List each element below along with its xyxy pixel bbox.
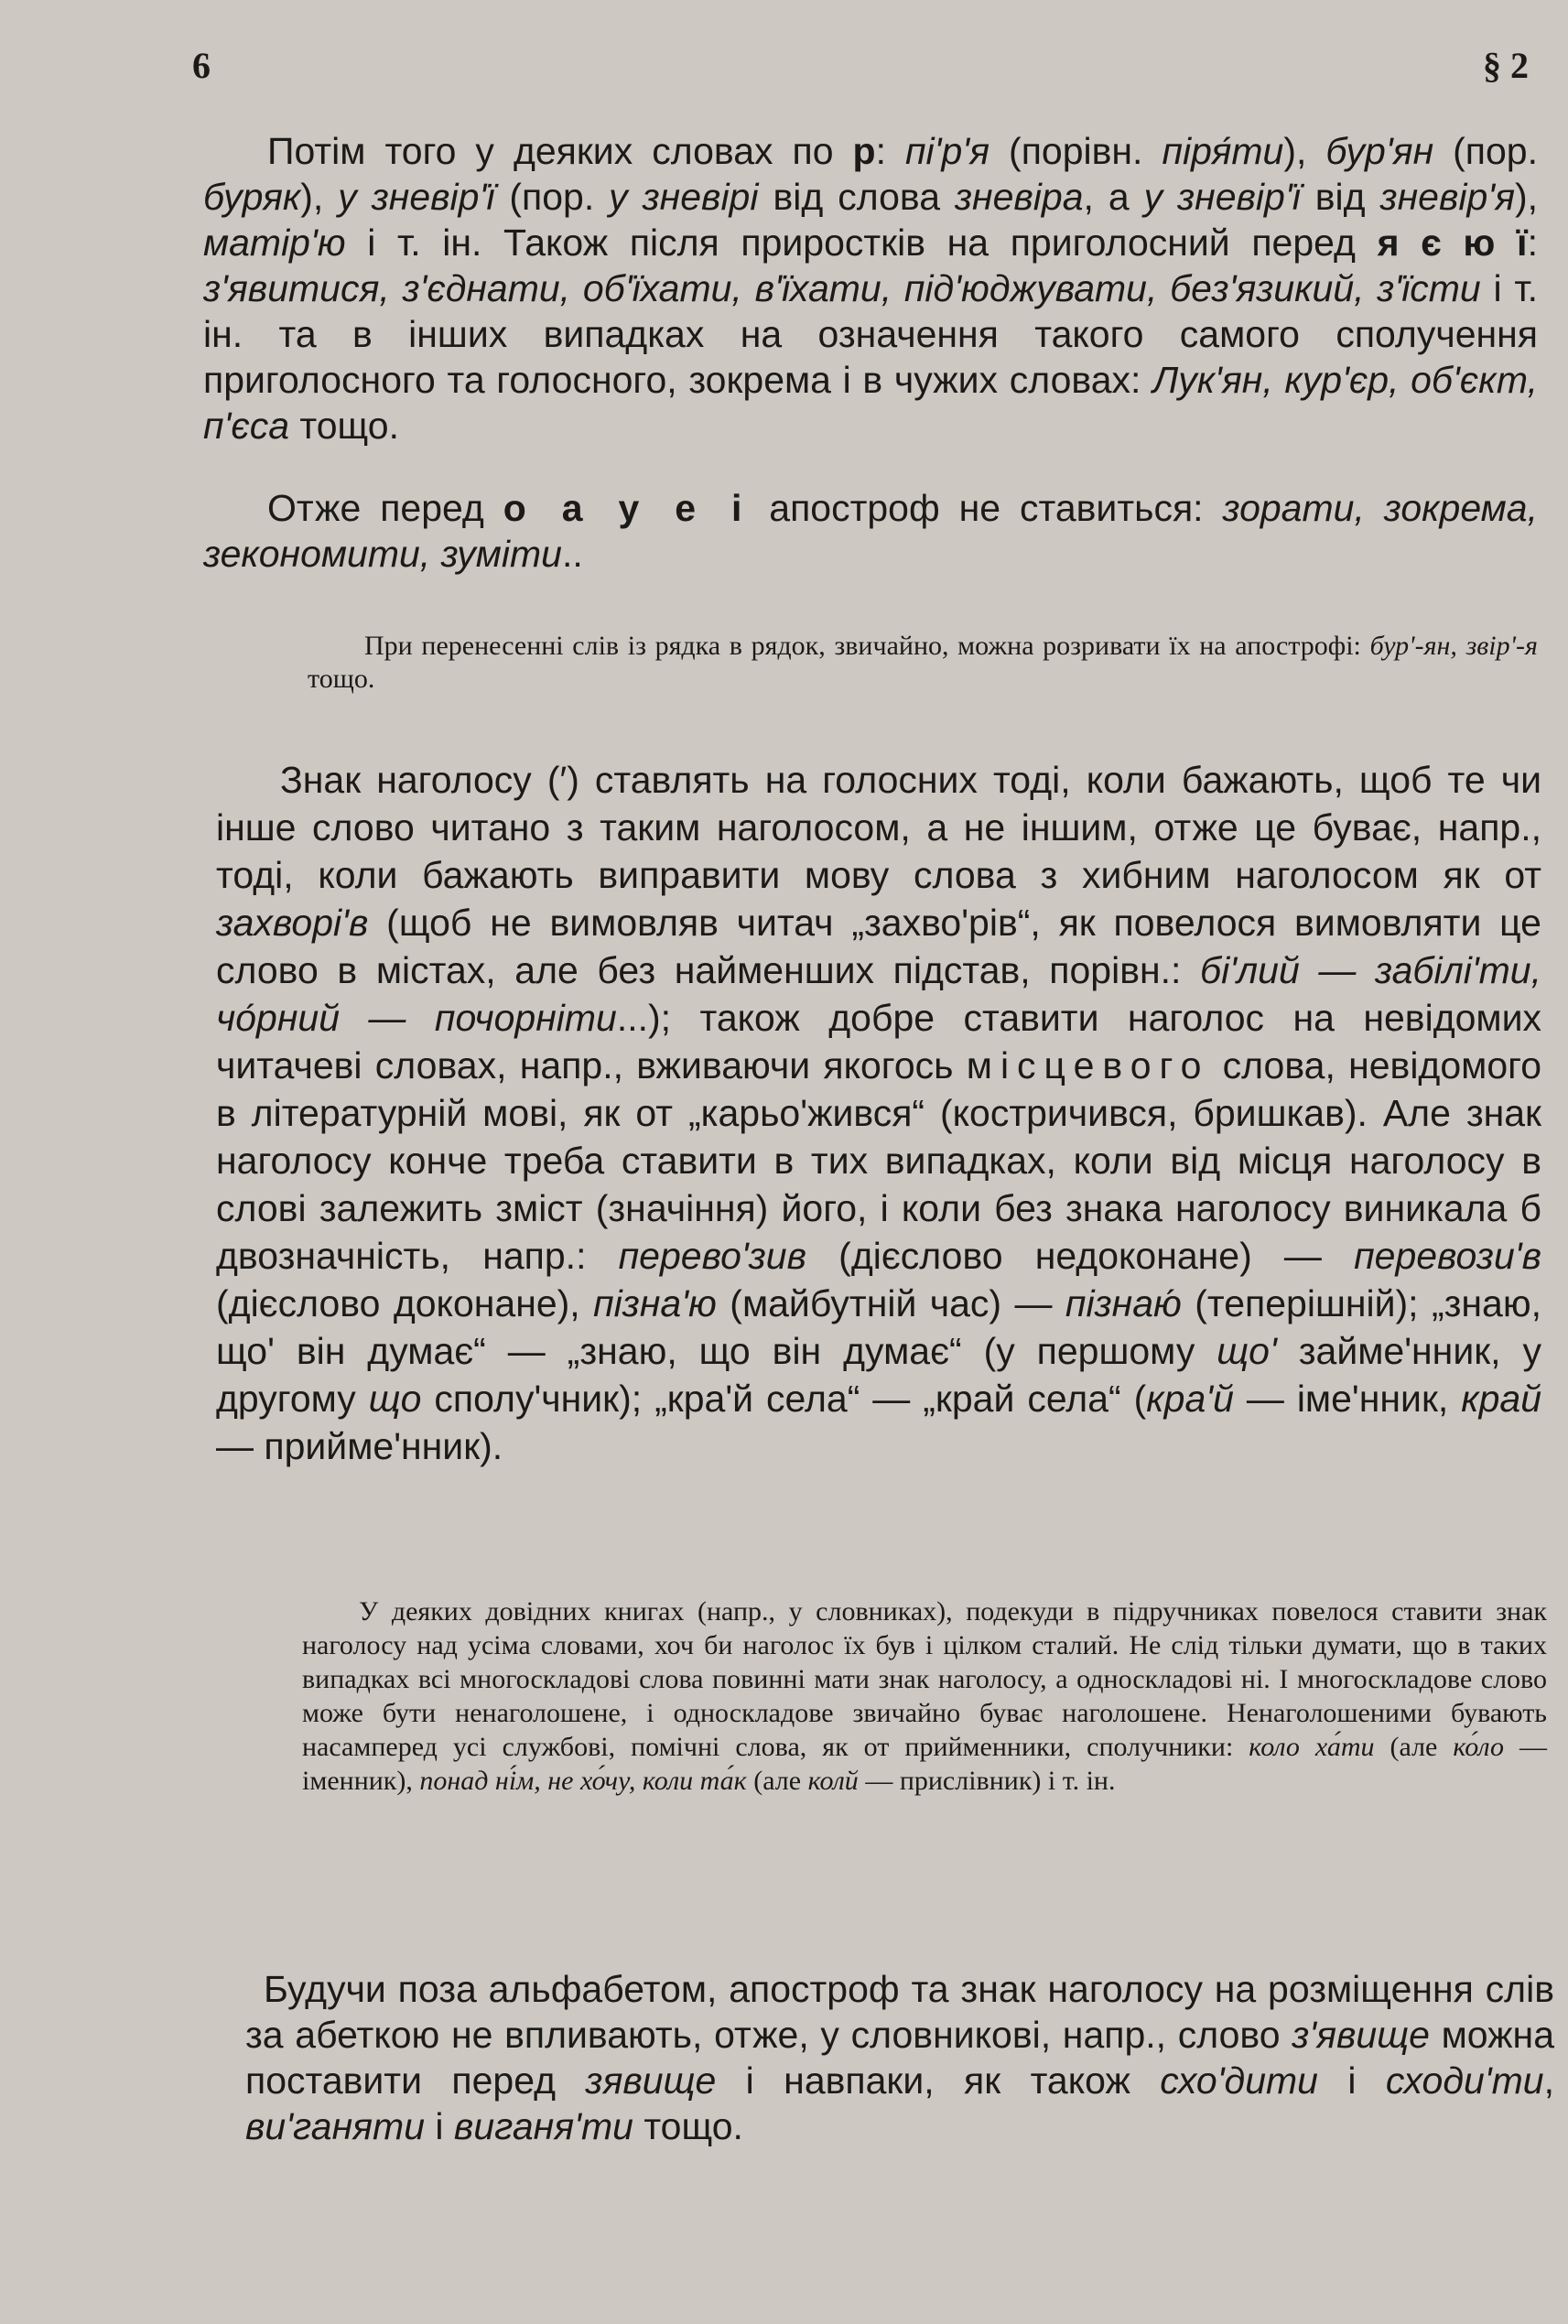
example-word: пізнаю́	[1065, 1282, 1182, 1324]
text-run: ...); також добре ставити наголос на невідомих читачеві словах, напр., вживаючи якогось	[216, 997, 1542, 1086]
example-word: з'явище	[1292, 2014, 1430, 2056]
text-run: При перенесенні слів із рядка в рядок, звичайно, можна розривати їх на апострофі:	[364, 631, 1370, 661]
text-run: Знак наголосу (′) ставлять на голосних тоді, коли бажають, щоб те чи інше слово читано з таким наголосом, а не іншим, отже це буває, напр., тоді, коли бажають виправити мову слова з хибним наголосом як от	[216, 759, 1541, 896]
vowel-letters: я є ю ї	[1377, 222, 1528, 264]
example-word: сходи'ти	[1385, 2059, 1544, 2102]
example-word: колй	[807, 1766, 859, 1796]
text-run: ),	[1283, 130, 1326, 172]
example-word: перевози'в	[1354, 1235, 1541, 1277]
example-word: що'	[1217, 1330, 1277, 1372]
example-words: бур'-ян, звір'-я	[1369, 631, 1538, 661]
example-word: у зневірі	[609, 176, 759, 218]
text-run: займе'нник, у другому	[216, 1330, 1541, 1420]
text-run: ),	[1514, 176, 1539, 218]
example-word: зневіра	[954, 176, 1084, 218]
text-run: ..	[561, 533, 583, 575]
example-word: що	[368, 1378, 422, 1420]
example-word: зявище	[585, 2059, 717, 2102]
text-run: тощо.	[633, 2105, 743, 2147]
example-word: у зневір'ї	[338, 176, 495, 218]
text-run: від слова	[758, 176, 955, 218]
example-word: у зневір'ї	[1143, 176, 1301, 218]
text-run: і	[425, 2105, 454, 2147]
example-word: виганя'ти	[453, 2105, 633, 2147]
text-run: (порівн.	[989, 130, 1162, 172]
text-run: (але	[1374, 1732, 1454, 1762]
text-run: і т. ін. та в інших випадках на означення такого самого сполучення приголосного та голосного, зокрема і в чужих словах:	[203, 267, 1538, 401]
text-run: (майбутній час) —	[716, 1282, 1065, 1324]
section-number: § 2	[1483, 45, 1529, 86]
text-run: Потім того у деяких словах по	[267, 130, 853, 172]
example-word: пі'р'я	[905, 130, 990, 172]
text-run: — іме'нник,	[1233, 1378, 1462, 1420]
text-run: і навпаки, як також	[716, 2059, 1161, 2102]
text-run: (теперішній); „знаю, що' він думає“ — „знаю, що він думає“ (у першому	[216, 1282, 1541, 1372]
text-run: :	[1527, 222, 1538, 264]
example-word: ви'ганяти	[245, 2105, 426, 2147]
vowel-letters: о а у е і	[503, 487, 751, 529]
example-word: схо'дити	[1160, 2059, 1318, 2102]
example-word: буряк	[203, 176, 301, 218]
example-word: зневір'я	[1379, 176, 1515, 218]
text-run: — прийме'нник).	[216, 1425, 503, 1467]
example-word: захворі'в	[216, 902, 369, 944]
text-run: (пор.	[1433, 130, 1538, 172]
text-run: , а	[1083, 176, 1144, 218]
example-word: матір'ю	[203, 222, 346, 264]
text-run: сполу'чник); „кра'й села“ — „край села“ (	[421, 1378, 1147, 1420]
example-word: край	[1461, 1378, 1542, 1420]
text-run: і	[1317, 2059, 1386, 2102]
text-run: (дієслово доконане),	[216, 1282, 594, 1324]
page-number: 6	[192, 45, 211, 86]
text-run: ,	[1543, 2059, 1554, 2102]
example-words: бі'лий — забілі'ти, чо́рний — почорніти	[216, 949, 1541, 1039]
paragraph-stress-mark	[216, 756, 1541, 1470]
text-run: — іменник),	[302, 1732, 1547, 1796]
example-words: Лук'ян, кур'єр, об'єкт, п'єса	[203, 359, 1539, 447]
note-hyphenation	[308, 630, 1538, 696]
text-run: ),	[300, 176, 339, 218]
text-run: (але	[746, 1766, 808, 1796]
example-word: бур'ян	[1325, 130, 1434, 172]
text-run: Отже перед	[267, 487, 503, 529]
text-run: можна поставити перед	[245, 2014, 1554, 2102]
text-run: від	[1300, 176, 1380, 218]
example-words: зорати, зокрема, зекономити, зуміти	[203, 487, 1538, 575]
spaced-word: місцевого	[966, 1044, 1210, 1086]
text-run: У деяких довідних книгах (напр., у словниках), подекуди в підручниках повелося ставити знак наголосу над усіма словами, хоч би наголос їх був і цілком сталий. Не слід тільки думати, що в таких випадках всі многоскладові слова повинні мати знак наголосу, а односкладові ні. І многоскладове слово може бути ненаголошене, і односкладове звичайно буває наголошене. Ненаголошеними бувають насамперед усі службові, помічні слова, як от прийменники, сполучники:	[302, 1596, 1547, 1762]
example-word: ко́ло	[1453, 1732, 1504, 1762]
text-run: тощо.	[289, 405, 399, 447]
example-words: з'явитися, з'єднати, об'їхати, в'їхати, під'юджувати, без'язикий, з'їсти	[203, 267, 1481, 309]
example-word: перево'зив	[618, 1235, 806, 1277]
example-word: кра'й	[1146, 1378, 1234, 1420]
letter-r: р	[852, 130, 876, 172]
paragraph-no-apostrophe	[203, 485, 1538, 577]
text-run: апостроф не ставиться:	[750, 487, 1223, 529]
text-run: (щоб не вимовляв читач „захво'рів“, як повелося вимовляти це слово в містах, але без найменших підстав, порівн.:	[216, 902, 1541, 991]
example-word: пізна'ю	[593, 1282, 717, 1324]
text-run: Будучи поза альфабетом, апостроф та знак наголосу на розміщення слів за абеткою не впливають, отже, у словникові, напр., слово	[245, 1968, 1554, 2056]
text-run: — прислівник) і т. ін.	[858, 1766, 1116, 1796]
note-reference-books	[302, 1594, 1547, 1798]
example-word: піря́ти	[1162, 130, 1284, 172]
example-words: коло ха́ти	[1249, 1732, 1375, 1762]
text-run: :	[875, 130, 905, 172]
page-header	[192, 44, 1529, 90]
text-run: (дієслово недоконане) —	[806, 1235, 1355, 1277]
paragraph-apostrophe-cases	[203, 128, 1538, 449]
example-words: понад ні́м, не хо́чу, коли та́к	[419, 1766, 747, 1796]
text-run: і т. ін. Також після приростків на приголосний перед	[345, 222, 1378, 264]
text-run: (пор.	[494, 176, 610, 218]
paragraph-alphabetical-order	[245, 1966, 1554, 2149]
text-run: тощо.	[308, 664, 375, 694]
text-run: слова, невідомого в літературній мові, як от „карьо'жився“ (костричився, бришкав). Але знак наголосу конче треба ставити в тих випадках, коли від місця наголосу в слові залежить зміст (значіння) його, і коли без знака наголосу виникала б двозначність, напр.:	[216, 1044, 1541, 1277]
